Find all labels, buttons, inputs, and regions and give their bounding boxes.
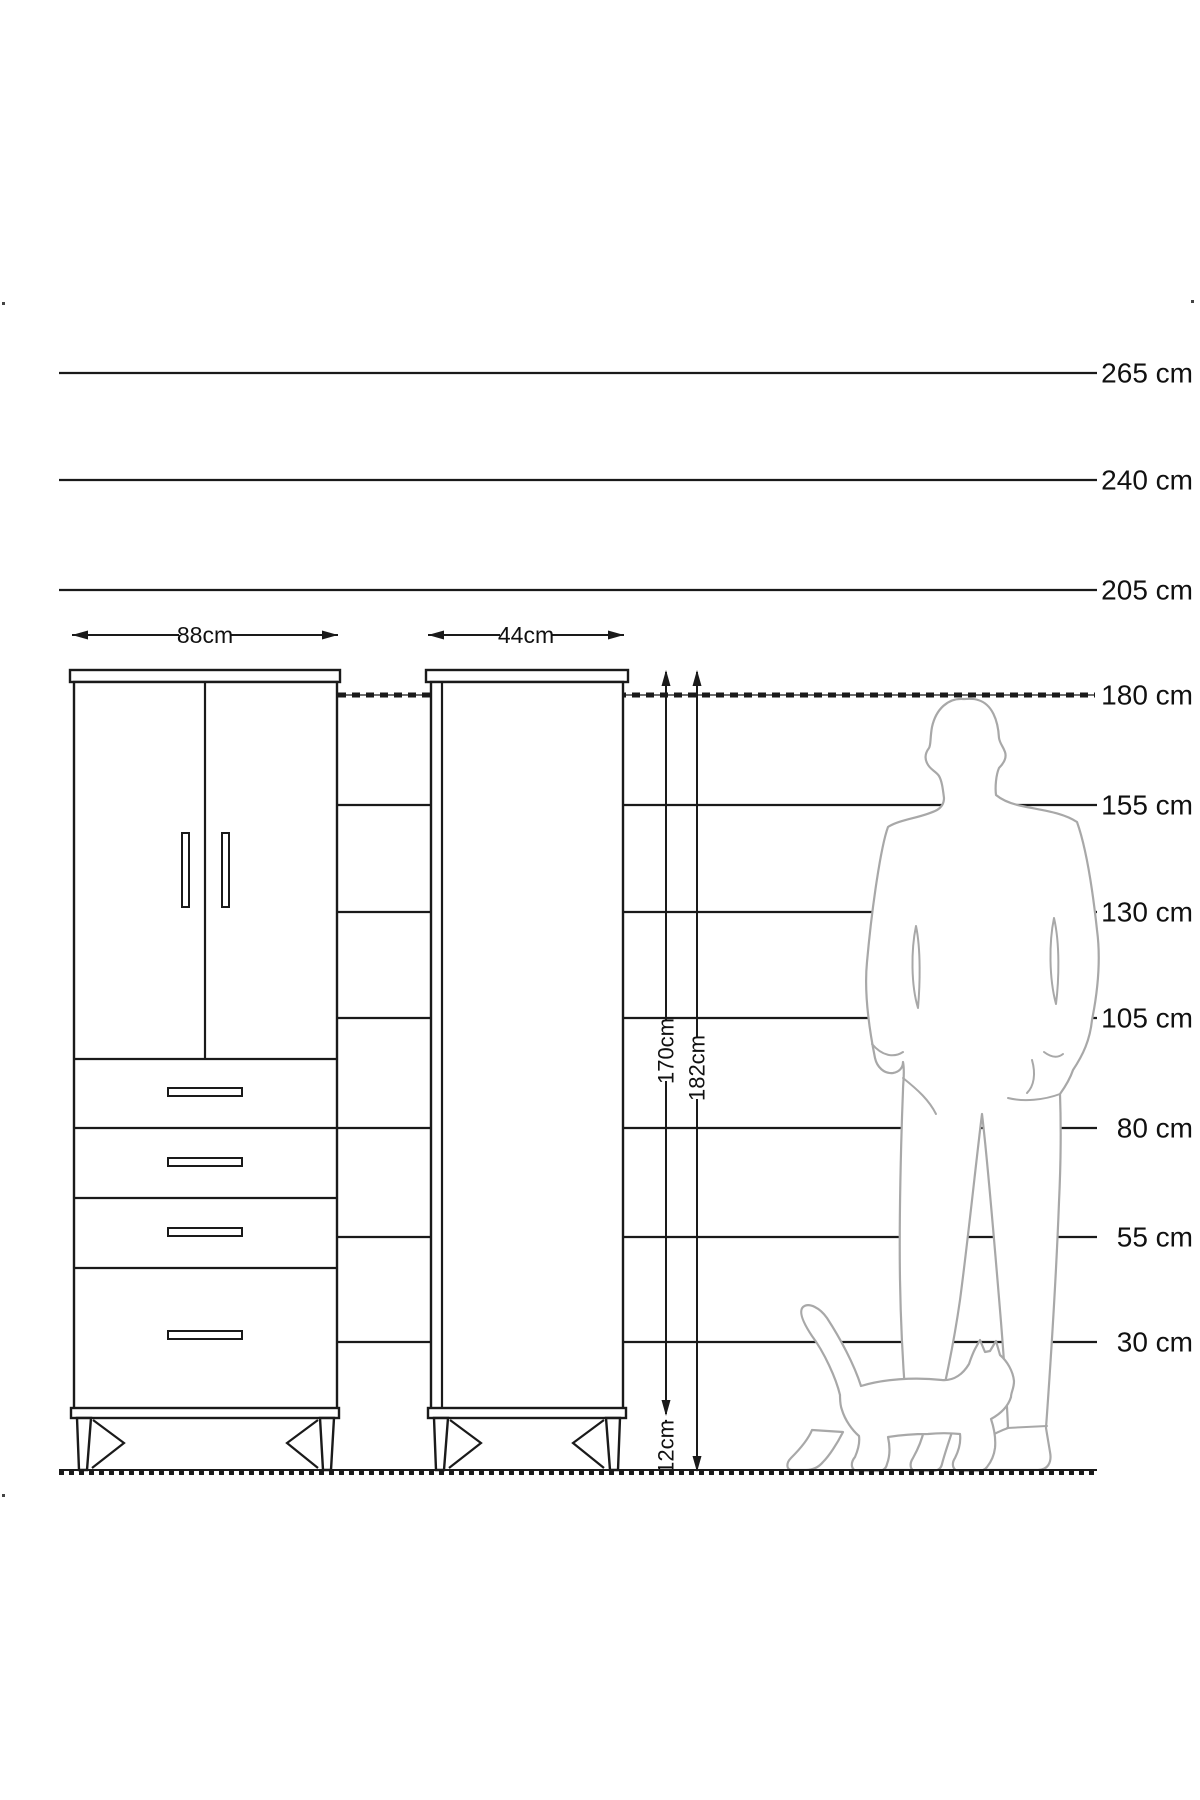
arrowhead-up-icon — [693, 670, 702, 686]
scale-line-205 — [59, 575, 1193, 606]
artifact-dot — [2, 1494, 5, 1497]
scale-label: 30 cm — [1116, 1326, 1193, 1358]
drawer-handle-2 — [168, 1158, 242, 1166]
arrowhead-up-icon — [662, 670, 671, 686]
total-height-label: 182cm — [684, 1034, 710, 1102]
scale-label: 130 cm — [1101, 896, 1193, 928]
dimension-leg-height — [653, 1419, 679, 1474]
cabinet-width-label: 44cm — [497, 622, 555, 648]
wardrobe-bottom-panel — [71, 1408, 339, 1418]
leg-height-label: 12cm — [653, 1420, 679, 1474]
artifact-dot — [1191, 300, 1194, 303]
carcass-height-label: 170cm — [653, 1017, 679, 1085]
scale-line-265 — [59, 358, 1193, 389]
leg — [320, 1418, 334, 1470]
leg-brace — [287, 1420, 318, 1468]
dimension-wardrobe-width — [72, 621, 338, 648]
scale-label: 265 cm — [1101, 357, 1193, 389]
scale-line-240 — [59, 465, 1193, 496]
leg — [434, 1418, 448, 1470]
scale-label: 240 cm — [1101, 464, 1193, 496]
door-handle-left — [182, 833, 189, 907]
cabinet-legs — [434, 1418, 620, 1470]
leg-brace — [449, 1420, 481, 1468]
drawer-handle-3 — [168, 1228, 242, 1236]
leg — [77, 1418, 91, 1470]
arrowhead-right-icon — [608, 631, 624, 640]
arrowhead-left-icon — [428, 631, 444, 640]
scale-label: 80 cm — [1116, 1112, 1193, 1144]
ground-line — [59, 1470, 1097, 1473]
scale-label: 105 cm — [1101, 1002, 1193, 1034]
scale-label: 205 cm — [1101, 574, 1193, 606]
drawer-handle-1 — [168, 1088, 242, 1096]
door-handle-right — [222, 833, 229, 907]
dimension-carcass-height — [653, 670, 679, 1416]
wardrobe-width-label: 88cm — [176, 622, 234, 648]
tall-cabinet — [426, 670, 628, 1470]
dimension-total-height — [684, 670, 710, 1472]
wardrobe-legs — [77, 1418, 334, 1470]
scale-label: 55 cm — [1116, 1221, 1193, 1253]
cat-far-hind-leg — [787, 1430, 843, 1470]
wardrobe-top-panel — [70, 670, 340, 682]
cabinet-top-panel — [426, 670, 628, 682]
wardrobe — [70, 670, 340, 1470]
artifact-dot — [2, 302, 5, 305]
cabinet-bottom-panel — [428, 1408, 626, 1418]
arrowhead-left-icon — [72, 631, 88, 640]
leg-brace — [573, 1420, 604, 1468]
arrowhead-down-icon — [662, 1400, 671, 1416]
scale-label: 155 cm — [1101, 789, 1193, 821]
leg-brace — [92, 1420, 124, 1468]
drawer-handle-4 — [168, 1331, 242, 1339]
arrowhead-right-icon — [322, 631, 338, 640]
leg — [606, 1418, 620, 1470]
dimension-cabinet-width — [428, 621, 624, 648]
scale-label: 180 cm — [1101, 679, 1193, 711]
cabinet-body — [431, 682, 623, 1410]
